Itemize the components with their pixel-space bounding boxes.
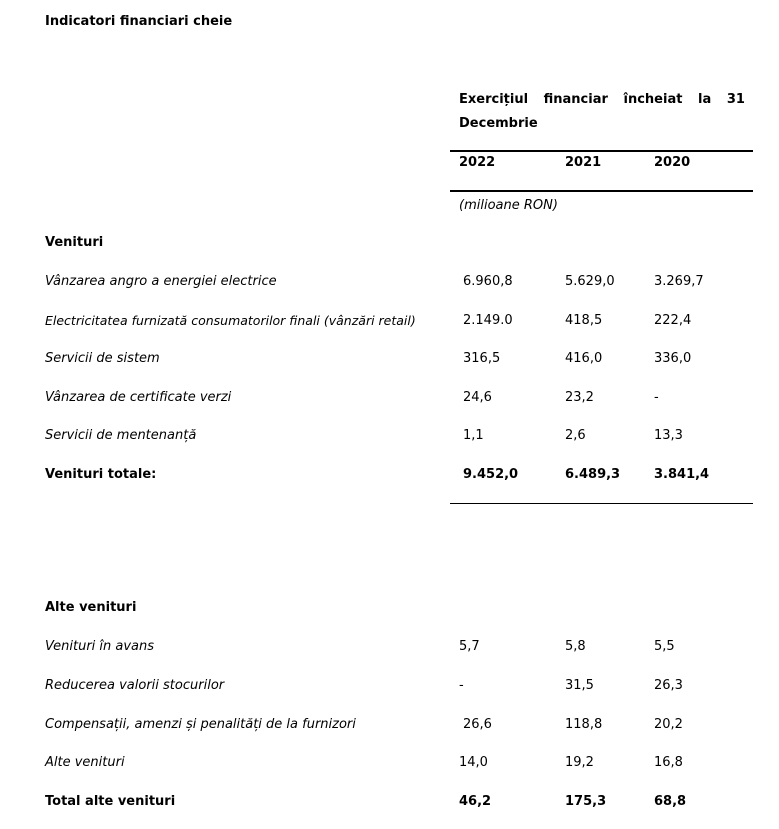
value-2020: 16,8 [654, 755, 683, 770]
header-word: Exercițiul [459, 92, 529, 107]
row-label: Vânzarea angro a energiei electrice [45, 274, 277, 289]
value-2021: 31,5 [565, 678, 594, 693]
value-2022: 2.149.0 [463, 313, 513, 328]
value-2020: 222,4 [654, 313, 692, 328]
page-title: Indicatori financiari cheie [45, 14, 233, 29]
value-2020: 336,0 [654, 351, 692, 366]
row-label: Servicii de sistem [45, 351, 160, 366]
value-2022: 24,6 [463, 390, 492, 405]
value-2020: 20,2 [654, 717, 683, 732]
total-2022: 46,2 [459, 794, 492, 809]
value-2022: 1,1 [463, 428, 484, 443]
value-2021: 418,5 [565, 313, 603, 328]
header-rule-bottom [450, 190, 753, 192]
value-2020: 5,5 [654, 639, 675, 654]
value-2022: 14,0 [459, 755, 488, 770]
total-2020: 68,8 [654, 794, 687, 809]
total-label: Venituri totale: [45, 467, 157, 482]
value-2022: 316,5 [463, 351, 501, 366]
value-2022: 6.960,8 [463, 274, 513, 289]
section-title-other-revenue: Alte venituri [45, 600, 137, 615]
value-2021: 5,8 [565, 639, 586, 654]
row-label: Alte venituri [45, 755, 125, 770]
row-label: Venituri în avans [45, 639, 155, 654]
value-2020: 13,3 [654, 428, 683, 443]
year-2022-header: 2022 [459, 155, 496, 170]
column-header-period [459, 88, 745, 136]
total-2020: 3.841,4 [654, 467, 710, 482]
total-2021: 6.489,3 [565, 467, 621, 482]
value-2020: 26,3 [654, 678, 683, 693]
header-word: Decembrie [459, 116, 538, 131]
header-word: financiar [543, 92, 608, 107]
total-2022: 9.452,0 [463, 467, 519, 482]
value-2022: - [459, 678, 464, 693]
total-label: Total alte venituri [45, 794, 176, 809]
section-title-revenue: Venituri [45, 235, 104, 250]
header-word: încheiat [623, 92, 683, 107]
row-label: Reducerea valorii stocurilor [45, 678, 225, 693]
value-2021: 19,2 [565, 755, 594, 770]
year-2021-header: 2021 [565, 155, 602, 170]
header-word: la [698, 92, 712, 107]
value-2021: 118,8 [565, 717, 603, 732]
value-2020: 3.269,7 [654, 274, 704, 289]
total-rule [450, 503, 753, 504]
unit-label: (milioane RON) [459, 198, 558, 213]
year-2020-header: 2020 [654, 155, 691, 170]
value-2021: 2,6 [565, 428, 586, 443]
row-label: Vânzarea de certificate verzi [45, 390, 232, 405]
value-2022: 26,6 [463, 717, 492, 732]
header-word: 31 [726, 92, 745, 107]
row-label: Servicii de mentenanță [45, 428, 197, 443]
value-2021: 5.629,0 [565, 274, 615, 289]
value-2021: 416,0 [565, 351, 603, 366]
row-label: Electricitatea furnizată consumatorilor finali (vânzări retail) [45, 313, 416, 328]
header-rule-top [450, 150, 753, 152]
row-label: Compensații, amenzi și penalități de la furnizori [45, 717, 356, 732]
value-2020: - [654, 390, 659, 405]
value-2022: 5,7 [459, 639, 480, 654]
value-2021: 23,2 [565, 390, 594, 405]
total-2021: 175,3 [565, 794, 607, 809]
